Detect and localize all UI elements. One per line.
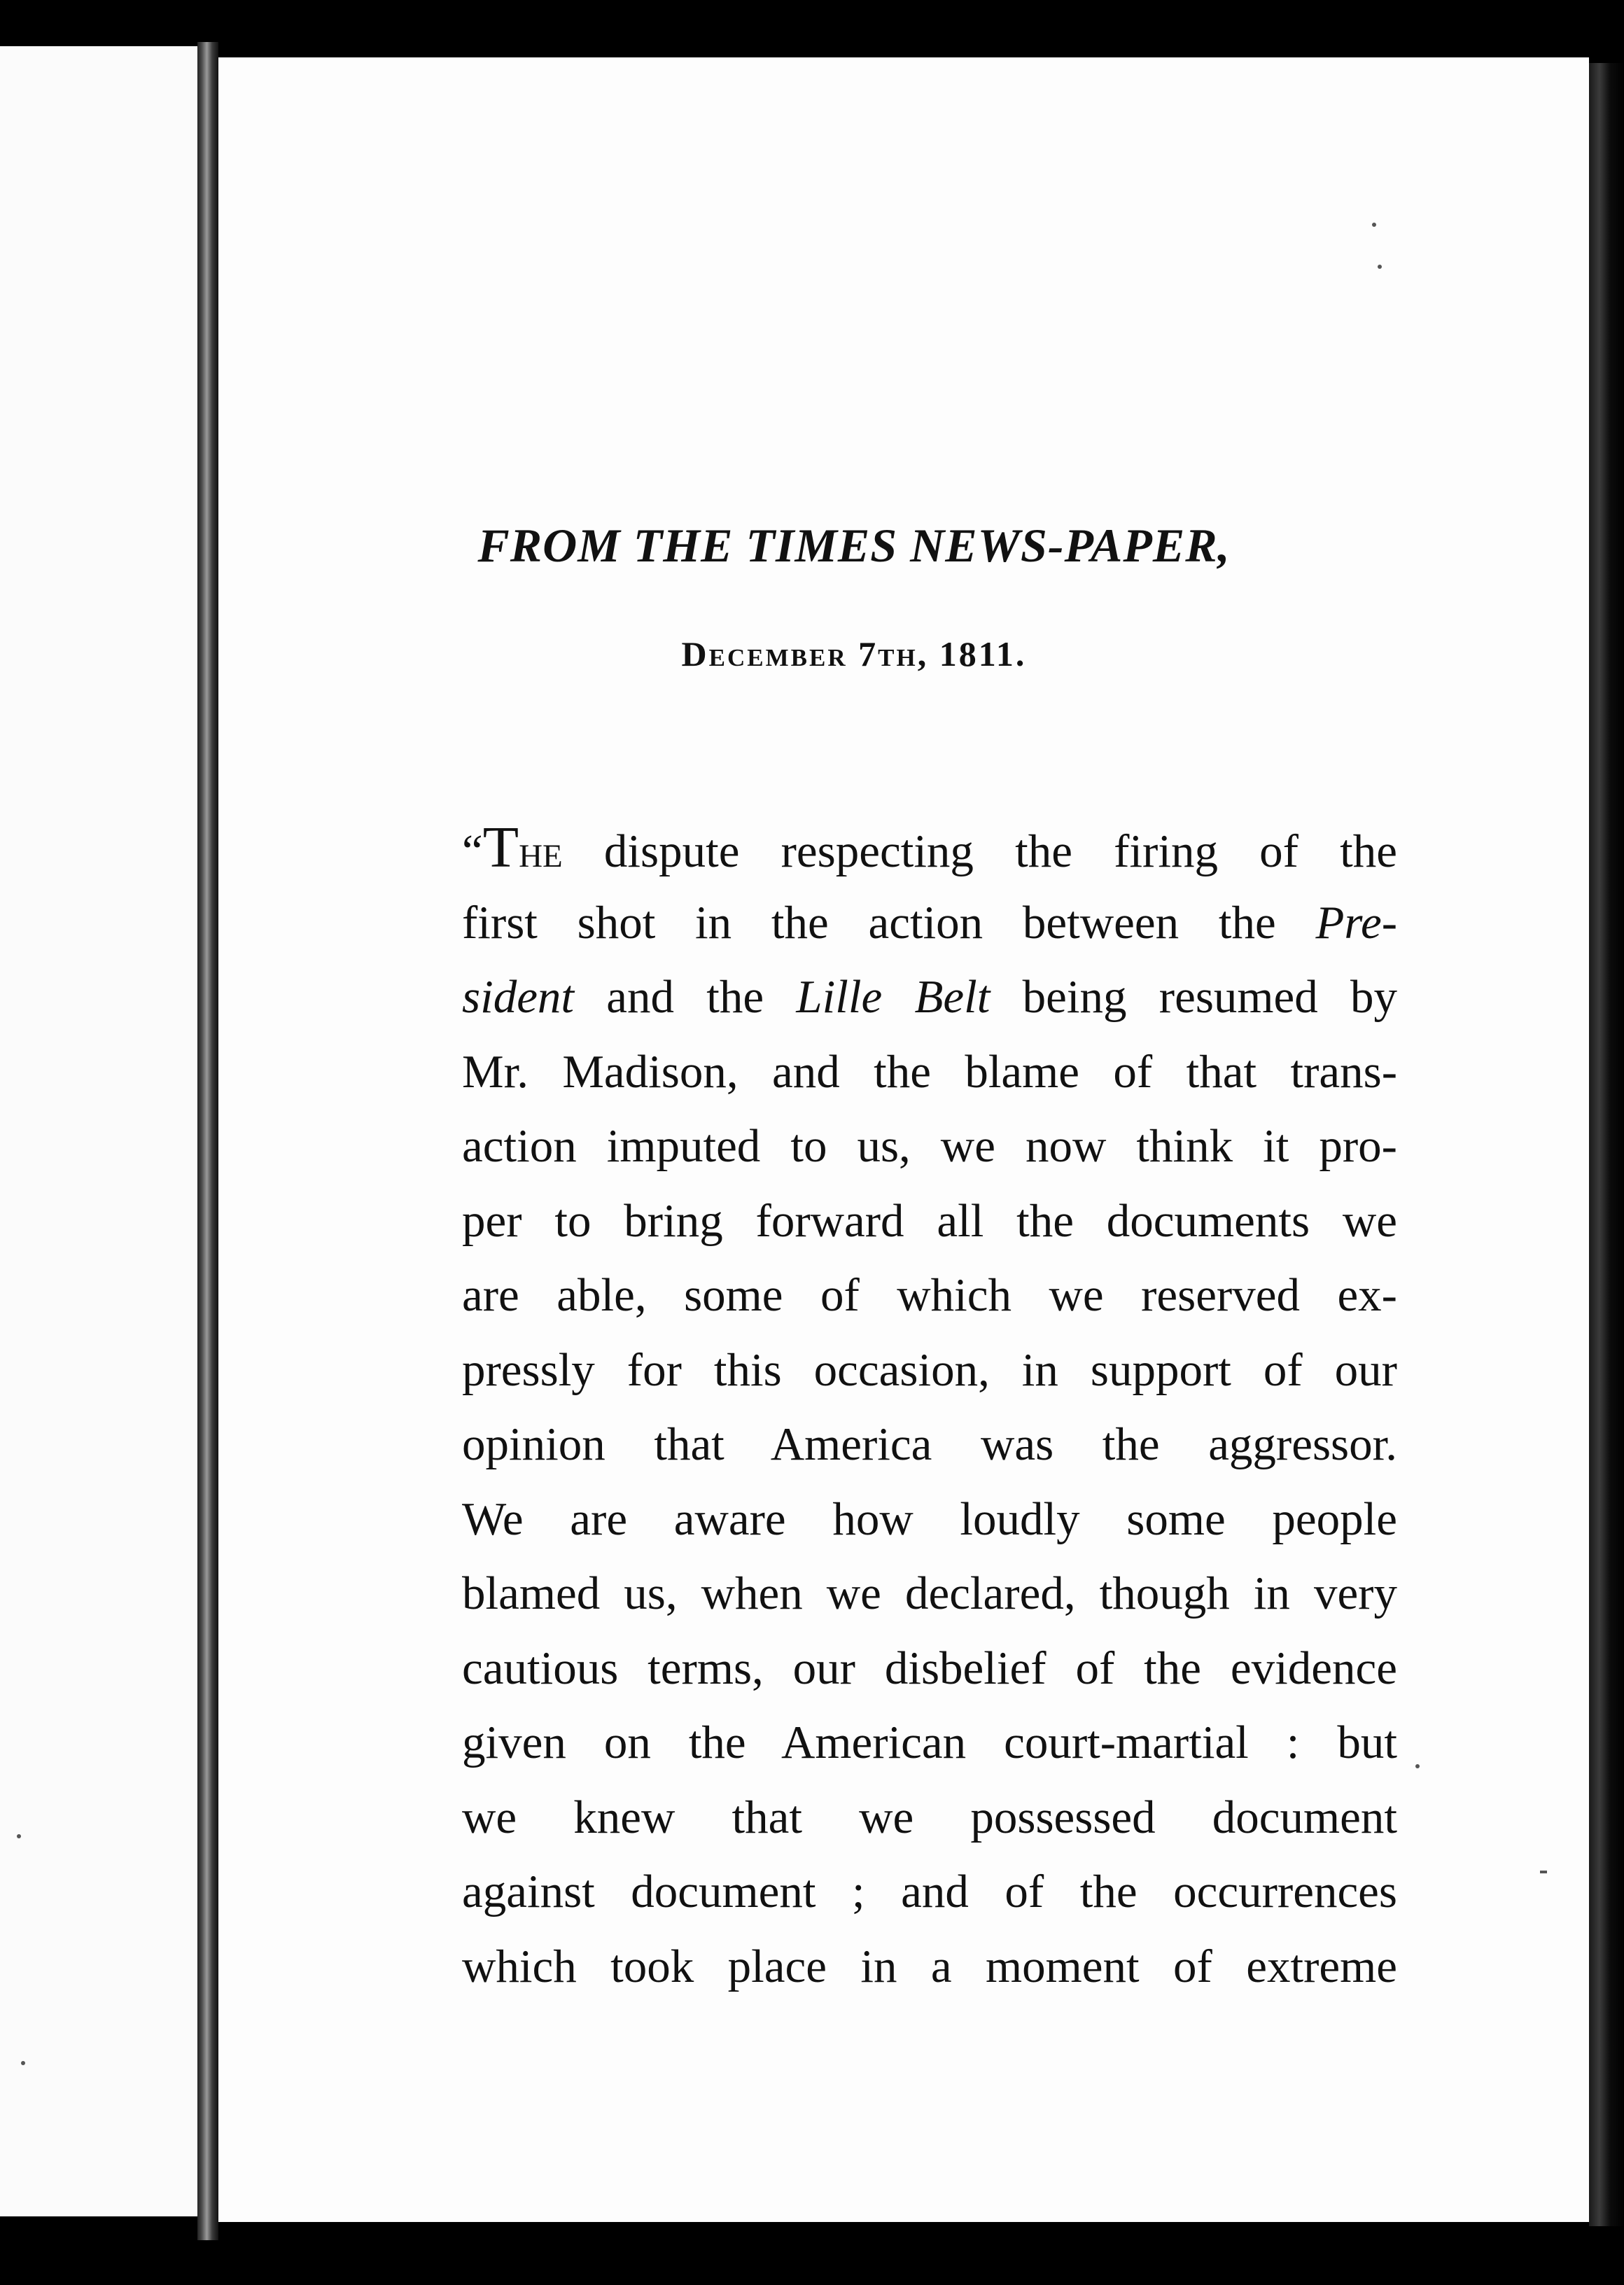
text-line <box>462 1631 1397 1706</box>
paper-speck <box>1378 265 1382 269</box>
opening-quote: “ <box>462 825 483 877</box>
text-line <box>462 1929 1397 2004</box>
paper-speck <box>1415 1764 1420 1768</box>
line-text: cautious terms, our disbelief of the evidence <box>462 1642 1397 1694</box>
text-line <box>462 886 1397 960</box>
text-line <box>462 1407 1397 1482</box>
text-line <box>462 1035 1397 1110</box>
date-line: December 7th, 1811. <box>681 634 1027 673</box>
ship-name: Lille Belt <box>796 971 990 1023</box>
line-text: being resumed by <box>990 971 1397 1023</box>
line-text: are able, some of which we reserved ex- <box>462 1269 1397 1321</box>
paper-speck <box>1372 223 1376 227</box>
line-text: We are aware how loudly some people <box>462 1493 1397 1545</box>
text-line <box>462 1258 1397 1333</box>
line-text: blamed us, when we declared, though in very <box>462 1567 1397 1619</box>
text-line <box>462 1333 1397 1408</box>
line-text: pressly for this occasion, in support of our <box>462 1343 1397 1396</box>
text-line <box>462 811 1397 886</box>
line-text: per to bring forward all the documents we <box>462 1194 1397 1247</box>
paper-speck <box>17 1834 21 1838</box>
text-line <box>462 1705 1397 1780</box>
binding-gutter <box>197 42 218 2240</box>
dropcap-rest: he <box>519 825 563 877</box>
source-heading: FROM THE TIMES NEWS-PAPER, <box>477 519 1231 572</box>
italic-word: Pre- <box>1315 896 1398 949</box>
text-line <box>462 1780 1397 1855</box>
left-page-margin <box>0 46 197 2216</box>
line-text: we knew that we possessed document <box>462 1791 1397 1843</box>
paper-speck <box>21 2061 25 2065</box>
text-line <box>462 1482 1397 1557</box>
text-line <box>462 960 1397 1035</box>
line-text: first shot in the action between the <box>462 896 1276 949</box>
line-text: against document ; and of the occurrences <box>462 1866 1397 1917</box>
line-text: opinion that America was the aggressor. <box>462 1418 1397 1470</box>
line-text: given on the American court-martial : but <box>462 1717 1397 1768</box>
text-line <box>462 1184 1397 1259</box>
line-text: and the <box>574 971 797 1023</box>
dropcap-letter: T <box>482 815 519 880</box>
paper-speck <box>1540 1871 1547 1873</box>
line-text: which took place in a moment of extreme <box>462 1940 1397 1992</box>
page-edge <box>1589 63 1624 2226</box>
article-body <box>462 811 1397 2004</box>
text-line <box>462 1556 1397 1631</box>
line-text: Mr. Madison, and the blame of that trans- <box>462 1045 1397 1098</box>
line-text: action imputed to us, we now think it pro- <box>462 1120 1397 1172</box>
italic-word: sident <box>462 971 575 1023</box>
text-line <box>462 1854 1397 1929</box>
text-line <box>462 1109 1397 1184</box>
line-text: dispute respecting the firing of the <box>562 825 1397 877</box>
